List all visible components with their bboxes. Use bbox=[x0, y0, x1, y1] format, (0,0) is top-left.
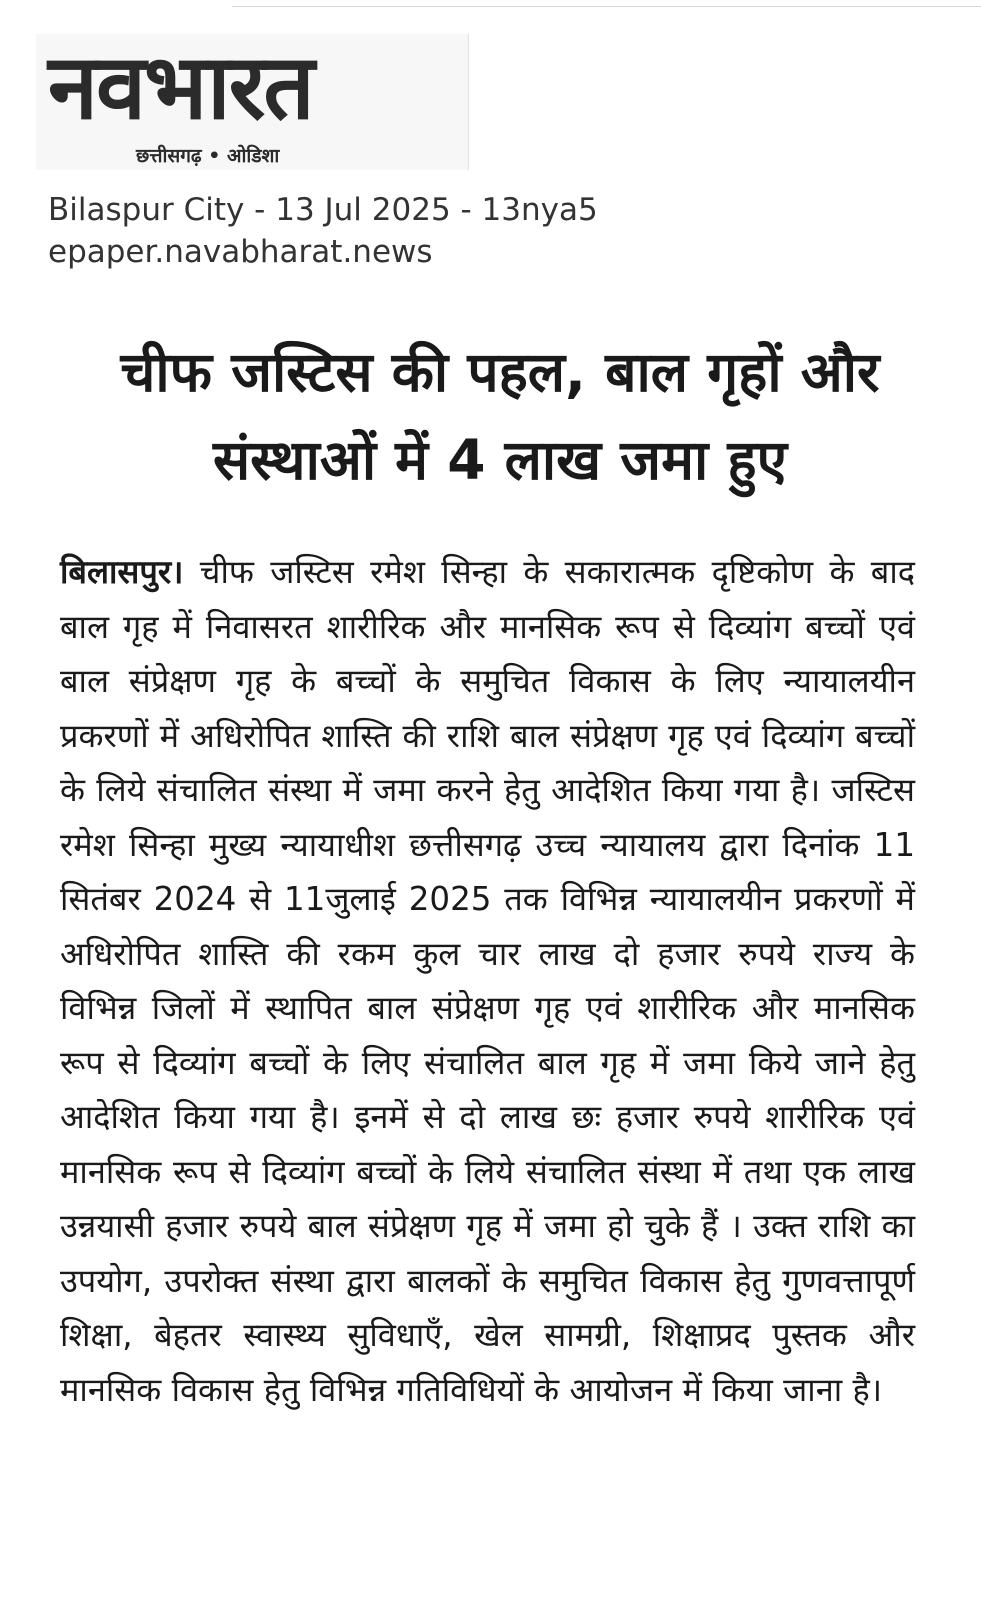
newspaper-logo: नवभारत bbox=[48, 35, 313, 140]
top-divider bbox=[232, 0, 981, 7]
article-dateline: बिलासपुर। bbox=[60, 553, 184, 591]
article-body bbox=[60, 545, 915, 1417]
article-body-text: चीफ जस्टिस रमेश सिन्हा के सकारात्मक दृष्टिकोण के बाद बाल गृह में निवासरत शारीरिक और मानसिक रूप से दिव्यांग बच्चों एवं बाल संप्रेक्षण गृह के बच्चों के समुचित विकास के लिए न्यायालयीन प्रकरणों में अधिरोपित शास्ति की राशि बाल संप्रेक्षण गृह एवं दिव्यांग बच्चों के लिये संचालित संस्था में जमा करने हेतु आदेशित किया गया है। जस्टिस रमेश सिन्हा मुख्य न्यायाधीश छत्तीसगढ़ उच्च न्यायालय द्वारा दिनांक 11 सितंबर 2024 से 11जुलाई 2025 तक विभिन्न न्यायालयीन प्रकरणों में अधिरोपित शास्ति की रकम कुल चार लाख दो हजार रुपये राज्य के विभिन्न जिलों में स्थापित बाल संप्रेक्षण गृह एवं शारीरिक और मानसिक रूप से दिव्यांग बच्चों के लिए संचालित बाल गृह में जमा किये जाने हेतु आदेशित किया गया है। इनमें से दो लाख छः हजार रुपये शारीरिक एवं मानसिक रूप से दिव्यांग बच्चों के लिये संचालित संस्था में तथा एक लाख उन्नयासी हजार रुपये बाल संप्रेक्षण गृह में जमा हो चुके हैं । उक्त राशि का उपयोग, उपरोक्त संस्था द्वारा बालकों के समुचित विकास हेतु गुणवत्तापूर्ण शिक्षा, बेहतर स्वास्थ्य सुविधाएँ, खेल सामग्री, शिक्षाप्रद पुस्तक और मानसिक विकास हेतु विभिन्न गतिविधियों के आयोजन में किया जाना है। bbox=[60, 553, 915, 1409]
newspaper-region-subtitle: छत्तीसगढ़ • ओडिशा bbox=[136, 145, 280, 167]
article-headline: चीफ जस्टिस की पहल, बाल गृहों और संस्थाओं में 4 लाख जमा हुए bbox=[120, 340, 880, 492]
edition-info: Bilaspur City - 13 Jul 2025 - 13nya5 bbox=[48, 192, 598, 228]
epaper-url: epaper.navabharat.news bbox=[48, 234, 433, 270]
newspaper-masthead bbox=[36, 34, 469, 170]
